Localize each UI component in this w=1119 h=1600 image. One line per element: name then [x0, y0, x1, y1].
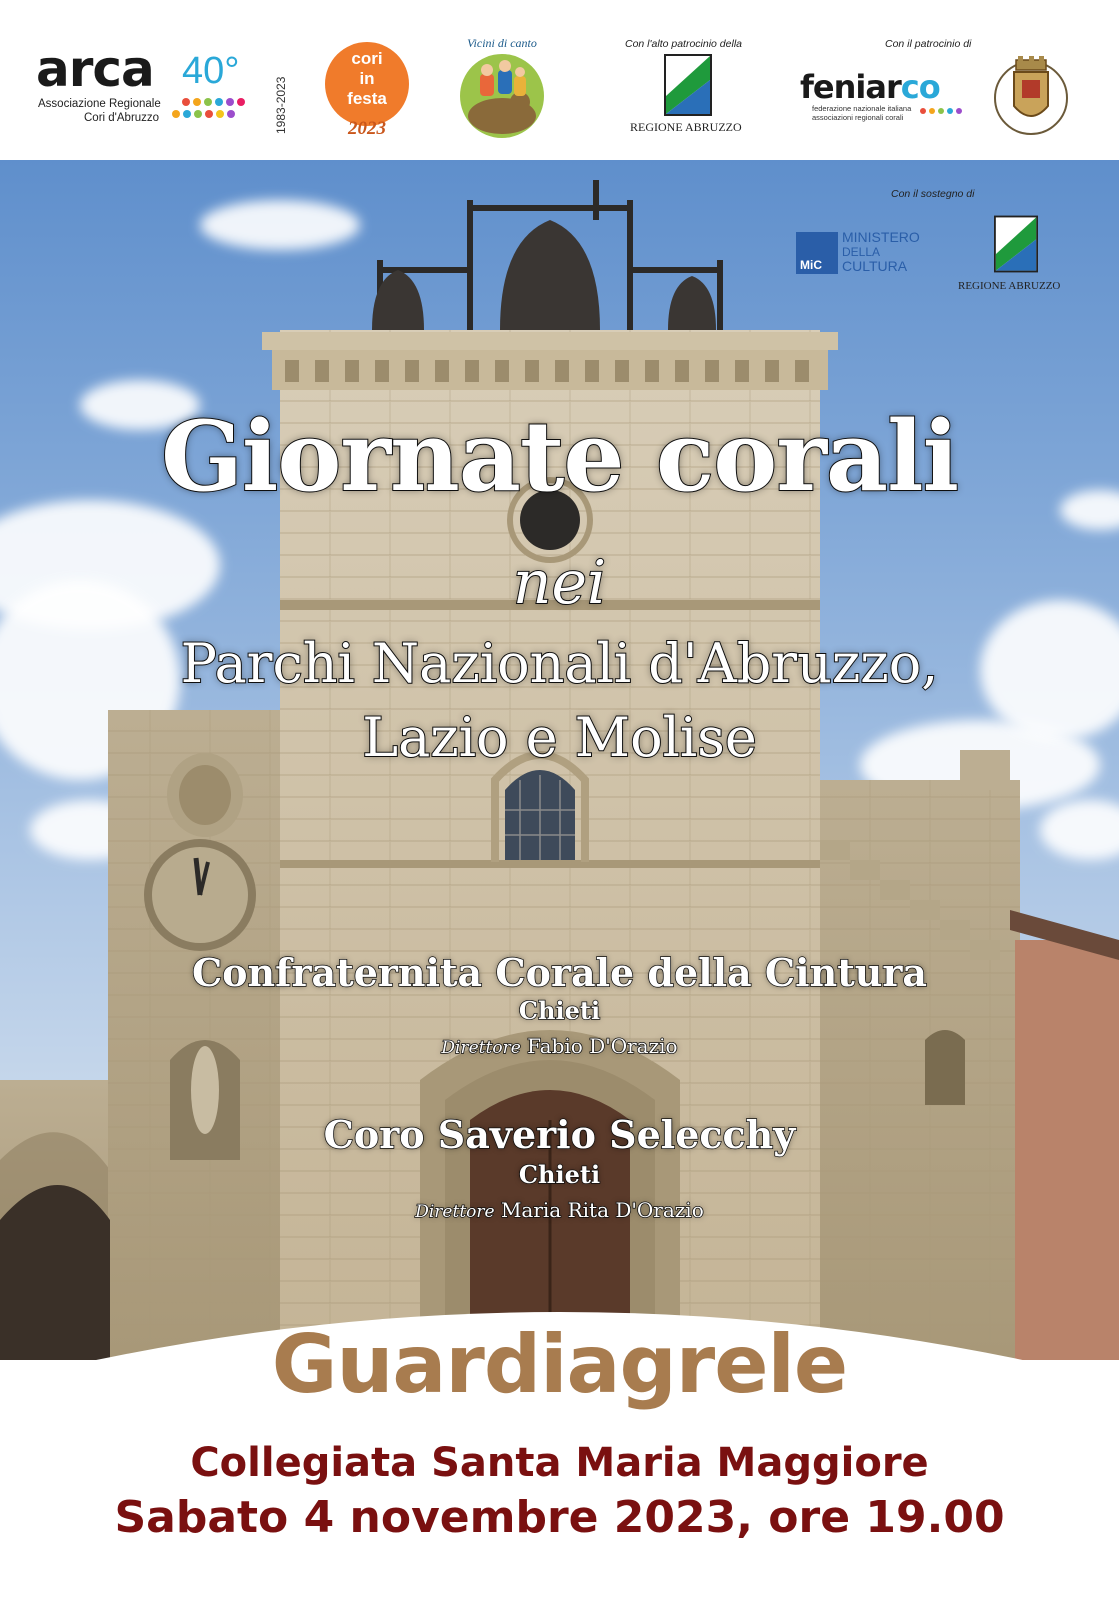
arca-subtitle-2: Cori d'Abruzzo: [84, 112, 160, 124]
town-name: Guardiagrele: [271, 1318, 848, 1411]
guardiagrele-crest: [992, 50, 1070, 140]
sostegno-caption: Con il sostegno di: [891, 188, 975, 200]
ministero-line-3: CULTURA: [842, 258, 908, 274]
patrocinio-caption: Con il patrocinio di: [885, 38, 972, 50]
feniarco-sub-2: associazioni regionali corali: [812, 113, 904, 122]
ministero-badge: [796, 232, 838, 274]
cori-line-2: in: [359, 69, 375, 88]
arca-logo: [36, 40, 288, 136]
arca-color-dots: [182, 98, 245, 106]
arca-color-dots-2: [172, 110, 235, 118]
choir-2-director-name: Maria Rita D'Orazio: [500, 1198, 704, 1222]
event-title: Giornate corali: [160, 400, 959, 513]
vicini-di-canto-illustration: [458, 52, 546, 138]
feniarco-main: feniar: [800, 68, 901, 106]
choir-1-director: [0, 1034, 1119, 1058]
choir-2-city: Chieti: [518, 1160, 601, 1189]
regione-abruzzo-label: REGIONE ABRUZZO: [630, 120, 742, 134]
cori-line-3: festa: [347, 89, 387, 108]
feniarco-logo: [800, 68, 940, 106]
arca-subtitle-1: Associazione Regionale: [38, 98, 161, 110]
ministero-badge-text: MiC: [800, 258, 822, 272]
ministero-line-2: DELLA: [842, 245, 881, 259]
arca-anniversary: 40°: [182, 50, 240, 92]
regione-abruzzo-emblem: [664, 54, 712, 116]
choir-2-director: [0, 1198, 1119, 1222]
choir-2-director-label: Direttore: [415, 1202, 495, 1222]
event-venue: Collegiata Santa Maria Maggiore: [190, 1440, 929, 1486]
alto-patrocinio-caption: Con l'alto patrocinio della: [625, 38, 742, 50]
arca-wordmark: arca: [36, 40, 154, 98]
event-subtitle-1: Parchi Nazionali d'Abruzzo,: [180, 632, 939, 695]
regione-abruzzo-emblem-2: [994, 214, 1038, 274]
cori-year: 2023: [348, 118, 386, 139]
choir-1-name: Confraternita Corale della Cintura: [191, 950, 928, 995]
cori-in-festa-logo: [325, 42, 409, 126]
vicini-di-canto-title: Vicini di canto: [467, 36, 537, 50]
choir-2-name: Coro Saverio Selecchy: [323, 1112, 796, 1157]
choir-1-director-name: Fabio D'Orazio: [527, 1034, 678, 1058]
logo-header: [0, 0, 1119, 160]
event-title-connector: nei: [512, 548, 607, 618]
regione-abruzzo-label-2: REGIONE ABRUZZO: [958, 280, 1061, 292]
event-datetime: Sabato 4 novembre 2023, ore 19.00: [114, 1492, 1005, 1543]
feniarco-sub-1: federazione nazionale italiana: [812, 104, 912, 113]
choir-1-city: Chieti: [518, 996, 601, 1025]
choir-1-director-label: Direttore: [441, 1038, 521, 1058]
feniarco-accent: co: [900, 68, 940, 106]
cori-line-1: cori: [351, 49, 383, 68]
feniarco-dots: [920, 108, 962, 114]
arca-years: 1983-2023: [274, 76, 288, 134]
event-subtitle-2: Lazio e Molise: [362, 706, 757, 769]
ministero-line-1: MINISTERO: [842, 229, 920, 245]
